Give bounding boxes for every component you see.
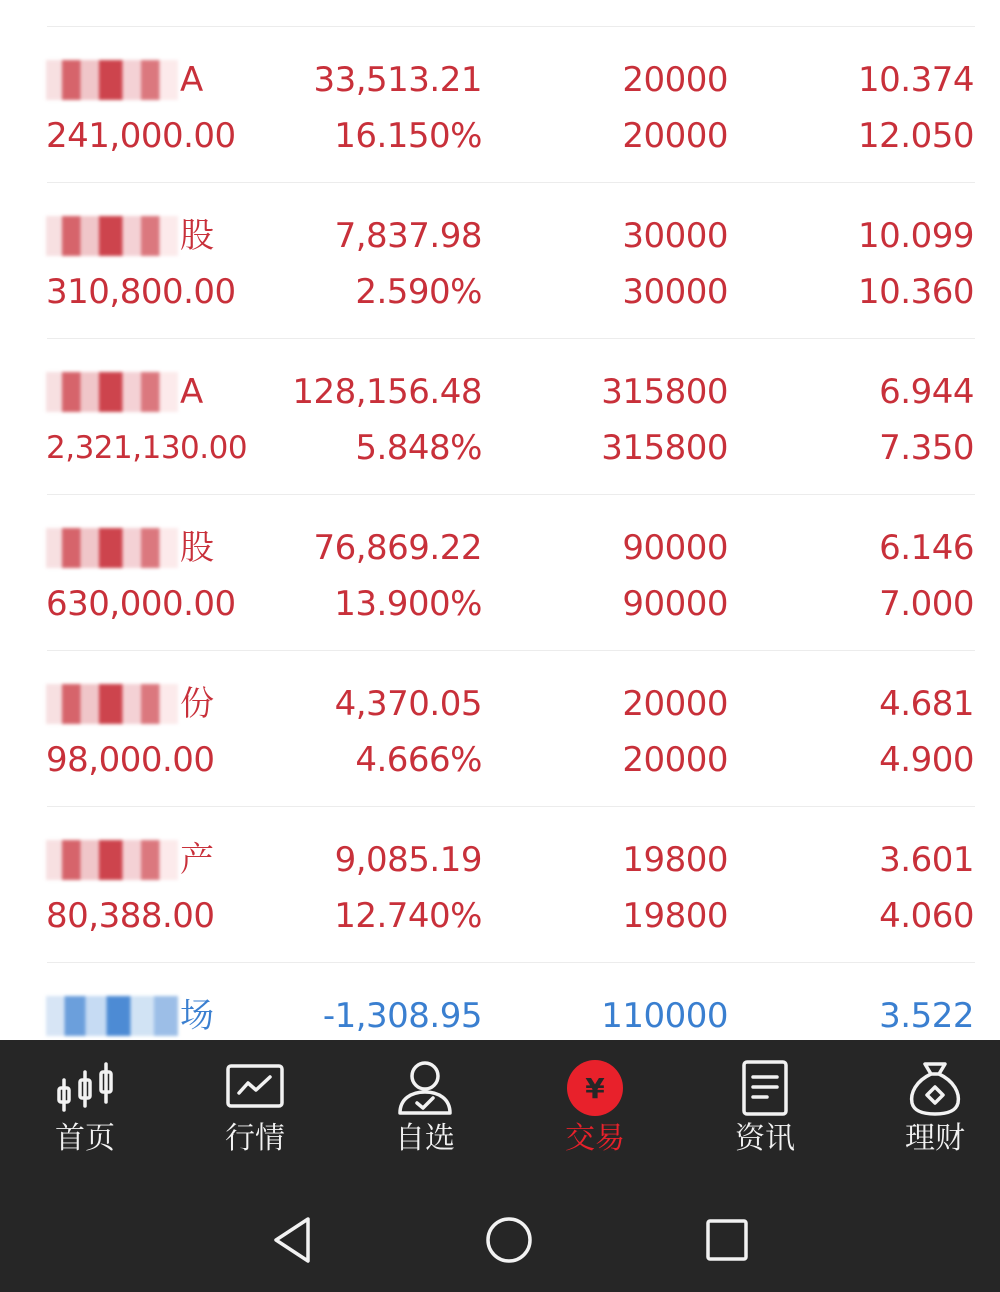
system-navigation-bar bbox=[0, 1190, 1000, 1292]
profit-loss-percent: 12.740% bbox=[334, 896, 482, 936]
profit-loss: 76,869.22 bbox=[313, 528, 482, 568]
position-quantity: 90000 bbox=[622, 528, 728, 568]
stock-name-suffix: 股 bbox=[180, 216, 214, 256]
tab-market[interactable] bbox=[185, 1058, 325, 1168]
available-quantity: 30000 bbox=[622, 272, 728, 312]
tab-label: 理财 bbox=[905, 1121, 965, 1156]
market-value: 630,000.00 bbox=[46, 584, 236, 624]
market-value: 80,388.00 bbox=[46, 896, 215, 936]
holding-row[interactable] bbox=[0, 651, 1000, 807]
cost-price: 6.146 bbox=[879, 528, 974, 568]
profit-loss: 7,837.98 bbox=[334, 216, 482, 256]
profit-loss-percent: 5.848% bbox=[355, 428, 482, 468]
holding-row[interactable] bbox=[0, 807, 1000, 963]
holding-row[interactable] bbox=[0, 963, 1000, 1040]
tab-watchlist[interactable] bbox=[355, 1058, 495, 1168]
tab-label: 资讯 bbox=[735, 1121, 795, 1156]
stock-name bbox=[46, 996, 214, 1036]
profit-loss-percent: 4.666% bbox=[355, 740, 482, 780]
profit-loss: 9,085.19 bbox=[334, 840, 482, 880]
tab-wealth[interactable] bbox=[865, 1058, 1000, 1168]
redacted-name-mosaic bbox=[46, 684, 178, 724]
stock-name bbox=[46, 528, 214, 568]
tab-home[interactable] bbox=[15, 1058, 155, 1168]
current-price: 7.350 bbox=[879, 428, 974, 468]
redacted-name-mosaic bbox=[46, 528, 178, 568]
tab-news[interactable] bbox=[695, 1058, 835, 1168]
yuan-glyph: ¥ bbox=[585, 1072, 605, 1105]
cost-price: 3.522 bbox=[879, 996, 974, 1036]
news-document-icon bbox=[733, 1058, 797, 1118]
current-price: 7.000 bbox=[879, 584, 974, 624]
cost-price: 4.681 bbox=[879, 684, 974, 724]
profit-loss: -1,308.95 bbox=[322, 996, 482, 1036]
tab-label: 自选 bbox=[395, 1121, 455, 1156]
money-bag-icon bbox=[903, 1058, 967, 1118]
recents-square-icon[interactable] bbox=[697, 1212, 757, 1268]
position-quantity: 20000 bbox=[622, 60, 728, 100]
back-triangle-icon[interactable] bbox=[262, 1212, 322, 1268]
cost-price: 6.944 bbox=[879, 372, 974, 412]
available-quantity: 20000 bbox=[622, 740, 728, 780]
holding-row[interactable] bbox=[0, 183, 1000, 339]
profit-loss-percent: 16.150% bbox=[334, 116, 482, 156]
position-quantity: 30000 bbox=[622, 216, 728, 256]
stock-name bbox=[46, 372, 203, 412]
profit-loss: 128,156.48 bbox=[292, 372, 482, 412]
stock-name-suffix: A bbox=[180, 372, 203, 412]
tab-label: 交易 bbox=[565, 1121, 625, 1156]
profit-loss-percent: 13.900% bbox=[334, 584, 482, 624]
market-value: 310,800.00 bbox=[46, 272, 236, 312]
current-price: 4.900 bbox=[879, 740, 974, 780]
available-quantity: 20000 bbox=[622, 116, 728, 156]
profit-loss: 33,513.21 bbox=[313, 60, 482, 100]
market-chart-icon bbox=[223, 1058, 287, 1118]
holding-row[interactable] bbox=[0, 27, 1000, 183]
redacted-name-mosaic bbox=[46, 60, 178, 100]
available-quantity: 19800 bbox=[622, 896, 728, 936]
holding-row[interactable] bbox=[0, 495, 1000, 651]
market-value: 98,000.00 bbox=[46, 740, 215, 780]
holding-row[interactable] bbox=[0, 339, 1000, 495]
profit-loss: 4,370.05 bbox=[334, 684, 482, 724]
stock-name-suffix: A bbox=[180, 60, 203, 100]
available-quantity: 315800 bbox=[601, 428, 728, 468]
current-price: 12.050 bbox=[858, 116, 974, 156]
stock-name-suffix: 股 bbox=[180, 528, 214, 568]
position-quantity: 20000 bbox=[622, 684, 728, 724]
tab-trade[interactable] bbox=[525, 1058, 665, 1168]
stock-name bbox=[46, 216, 214, 256]
watchlist-user-icon bbox=[393, 1058, 457, 1118]
available-quantity: 90000 bbox=[622, 584, 728, 624]
redacted-name-mosaic bbox=[46, 216, 178, 256]
stock-name-suffix: 产 bbox=[180, 840, 214, 880]
home-circle-icon[interactable] bbox=[479, 1212, 539, 1268]
tab-label: 行情 bbox=[225, 1121, 285, 1156]
market-value: 2,321,130.00 bbox=[46, 430, 248, 466]
cost-price: 10.374 bbox=[858, 60, 974, 100]
position-quantity: 315800 bbox=[601, 372, 728, 412]
profit-loss-percent: 2.590% bbox=[355, 272, 482, 312]
stock-name bbox=[46, 840, 214, 880]
redacted-name-mosaic bbox=[46, 996, 178, 1036]
redacted-name-mosaic bbox=[46, 372, 178, 412]
yuan-trade-icon bbox=[563, 1058, 627, 1118]
cost-price: 3.601 bbox=[879, 840, 974, 880]
stock-name-suffix: 份 bbox=[180, 684, 214, 724]
stock-name-suffix: 场 bbox=[180, 996, 214, 1036]
market-value: 241,000.00 bbox=[46, 116, 236, 156]
current-price: 4.060 bbox=[879, 896, 974, 936]
bottom-tab-bar bbox=[0, 1040, 1000, 1190]
candlestick-chart-icon bbox=[53, 1058, 117, 1118]
position-quantity: 110000 bbox=[601, 996, 728, 1036]
stock-name bbox=[46, 684, 214, 724]
current-price: 10.360 bbox=[858, 272, 974, 312]
position-quantity: 19800 bbox=[622, 840, 728, 880]
tab-label: 首页 bbox=[55, 1121, 115, 1156]
stock-name bbox=[46, 60, 203, 100]
cost-price: 10.099 bbox=[858, 216, 974, 256]
redacted-name-mosaic bbox=[46, 840, 178, 880]
